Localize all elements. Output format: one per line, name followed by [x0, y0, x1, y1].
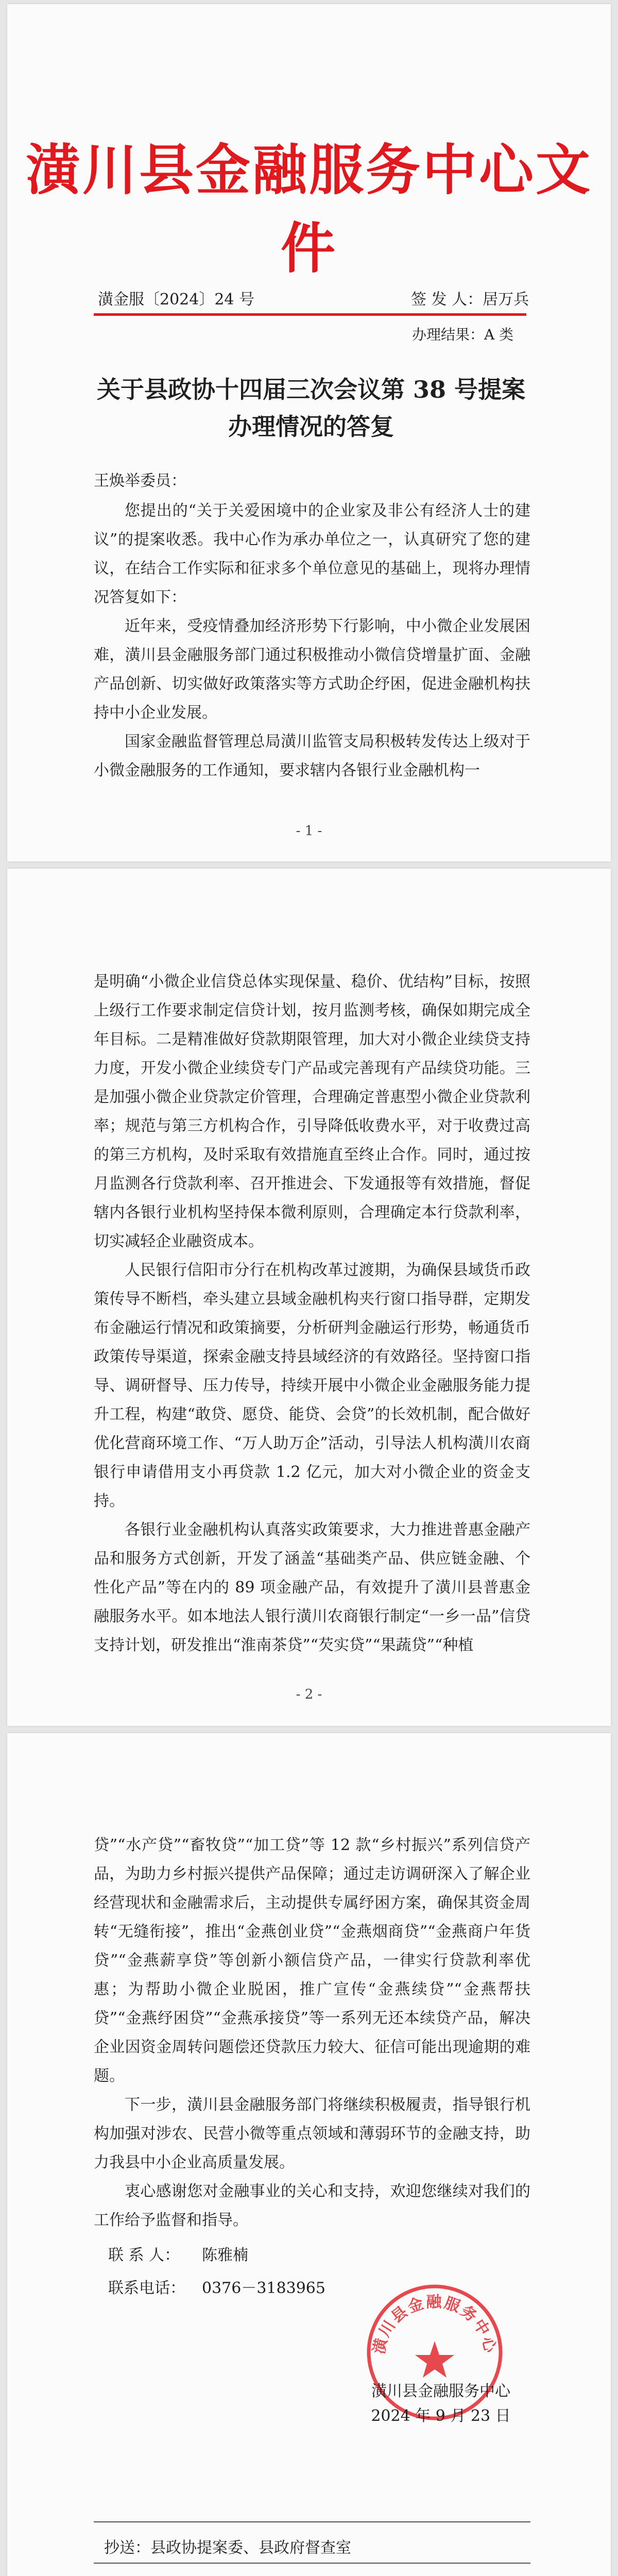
result-label: 办理结果： — [412, 326, 485, 343]
salutation: 王焕举委员： — [94, 472, 186, 490]
document-number: 潢金服〔2024〕24 号 — [98, 291, 255, 309]
paragraph: 下一步，潢川县金融服务部门将继续积极履责，指导银行机构加强对涉农、民营小微等重点领域和薄弱环节的金融支持，助力我县中小企业高质量发展。 — [94, 2096, 530, 2172]
document-header-title: 潢川县金融服务中心文件 — [26, 138, 592, 280]
signing-organization: 潢川县金融服务中心 — [371, 2382, 510, 2400]
contact-phone-label: 联系电话： — [108, 2279, 185, 2297]
handling-result — [412, 324, 513, 344]
page-number: - 2 - — [296, 1687, 322, 1702]
page-number: - 1 - — [296, 823, 322, 839]
page-1-body — [94, 497, 530, 785]
paragraph: 贷”“水产贷”“畜牧贷”“加工贷”等 12 款“乡村振兴”系列信贷产品，为助力乡村振兴提供产品保障；通过走访调研深入了解企业经营现状和金融需求后，主动提供专属纾困方案，确保其资金周转“无缝衔接”，推出“金燕创业贷”“金燕烟商贷”“金燕商户年货贷”“金燕薪享贷”等创新小额信贷产品，一律实行贷款利率优惠；为帮助小微企业脱困，推广宣传“金燕续贷”“金燕帮扶贷”“金燕纾困贷”“金燕承接贷”等一系列无还本续贷产品，解决企业因资金周转问题偿还贷款压力较大、征信可能出现逾期的难题。 — [94, 1836, 530, 2085]
header-divider — [94, 313, 526, 316]
signing-date: 2024 年 9 月 23 日 — [371, 2407, 511, 2425]
svg-text:潢川县金融服务中心: 潢川县金融服务中心 — [370, 2293, 500, 2356]
contact-person-label: 联 系 人： — [108, 2246, 180, 2264]
contact-phone-number: 0376－3183965 — [202, 2279, 325, 2297]
page-2-body — [94, 968, 530, 1660]
cc-line: 抄送：县政协提案委、县政府督查室 — [104, 2539, 351, 2557]
document-page-2 — [7, 869, 611, 1726]
title-line-1: 关于县政协十四届三次会议第 38 号提案 — [96, 376, 526, 403]
paragraph: 衷心感谢您对金融事业的关心和支持，欢迎您继续对我们的工作给予监督和指导。 — [94, 2182, 530, 2229]
signature-block — [335, 2275, 536, 2430]
contact-phone — [108, 2275, 325, 2298]
signer-name: 居万兵 — [483, 291, 529, 309]
paragraph: 您提出的“关于关爱困境中的企业家及非公有经济人士的建议”的提案收悉。我中心作为承办单位之一，认真研究了您的建议，在结合工作实际和征求多个单位意见的基础上，现将办理情况答复如下： — [94, 502, 530, 606]
contact-person-name: 陈雅楠 — [202, 2246, 248, 2264]
cc-top-rule — [94, 2521, 530, 2522]
contact-person — [108, 2242, 248, 2265]
paragraph: 各银行业金融机构认真落实政策要求，大力推进普惠金融产品和服务方式创新，开发了涵盖“基础类产品、供应链金融、个性化产品”等在内的 89 项金融产品，有效提升了潢川县普惠金融服务水平。如本地法人银行潢川农商银行制定“一乡一品”信贷支持计划，研发推出“淮南茶贷”“芡实贷”“果蔬贷”“种植 — [94, 1521, 530, 1654]
result-value: A 类 — [484, 326, 514, 343]
document-page-1 — [7, 4, 611, 861]
cc-bottom-rule — [94, 2563, 530, 2564]
page-3-body — [94, 1831, 530, 2235]
paragraph: 是明确“小微企业信贷总体实现保量、稳价、优结构”目标，按照上级行工作要求制定信贷计划，按月监测考核，确保如期完成全年目标。二是精准做好贷款期限管理，加大对小微企业续贷支持力度，开发小微企业续贷专门产品或完善现有产品续贷功能。三是加强小微企业贷款定价管理，合理确定普惠型小微企业贷款利率；规范与第三方机构合作，引导降低收费水平，对于收费过高的第三方机构，及时采取有效措施直至终止合作。同时，通过按月监测各行贷款利率、召开推进会、下发通报等有效措施，督促辖内各银行业机构坚持保本微利原则，合理确定本行贷款利率，切实减轻企业融资成本。 — [94, 973, 530, 1250]
document-page-3 — [7, 1733, 611, 2576]
paragraph: 人民银行信阳市分行在机构改革过渡期，为确保县域货币政策传导不断档，牵头建立县域金融机构夹行窗口指导群，定期发布金融运行情况和政策摘要，分析研判金融运行形势，畅通货币政策传导渠道，探索金融支持县域经济的有效路径。坚持窗口指导、调研督导、压力传导，持续开展中小微企业金融服务能力提升工程，构建“敢贷、愿贷、能贷、会贷”的长效机制，配合做好优化营商环境工作、“万人助万企”活动，引导法人机构潢川农商银行申请借用支小再贷款 1.2 亿元，加大对小微企业的资金支持。 — [94, 1261, 530, 1510]
paragraph: 国家金融监督管理总局潢川监管支局积极转发传达上级对于小微金融服务的工作通知，要求辖内各银行业金融机构一 — [94, 733, 530, 779]
signer-label: 签 发 人： — [411, 291, 483, 309]
signer-line — [411, 286, 529, 309]
title-line-2: 办理情况的答复 — [228, 413, 394, 440]
document-title — [84, 371, 538, 445]
paragraph: 近年来，受疫情叠加经济形势下行影响，中小微企业发展困难，潢川县金融服务部门通过积极推动小微信贷增量扩面、金融产品创新、切实做好政策落实等方式助企纾困，促进金融机构扶持中小企业发展。 — [94, 617, 530, 722]
